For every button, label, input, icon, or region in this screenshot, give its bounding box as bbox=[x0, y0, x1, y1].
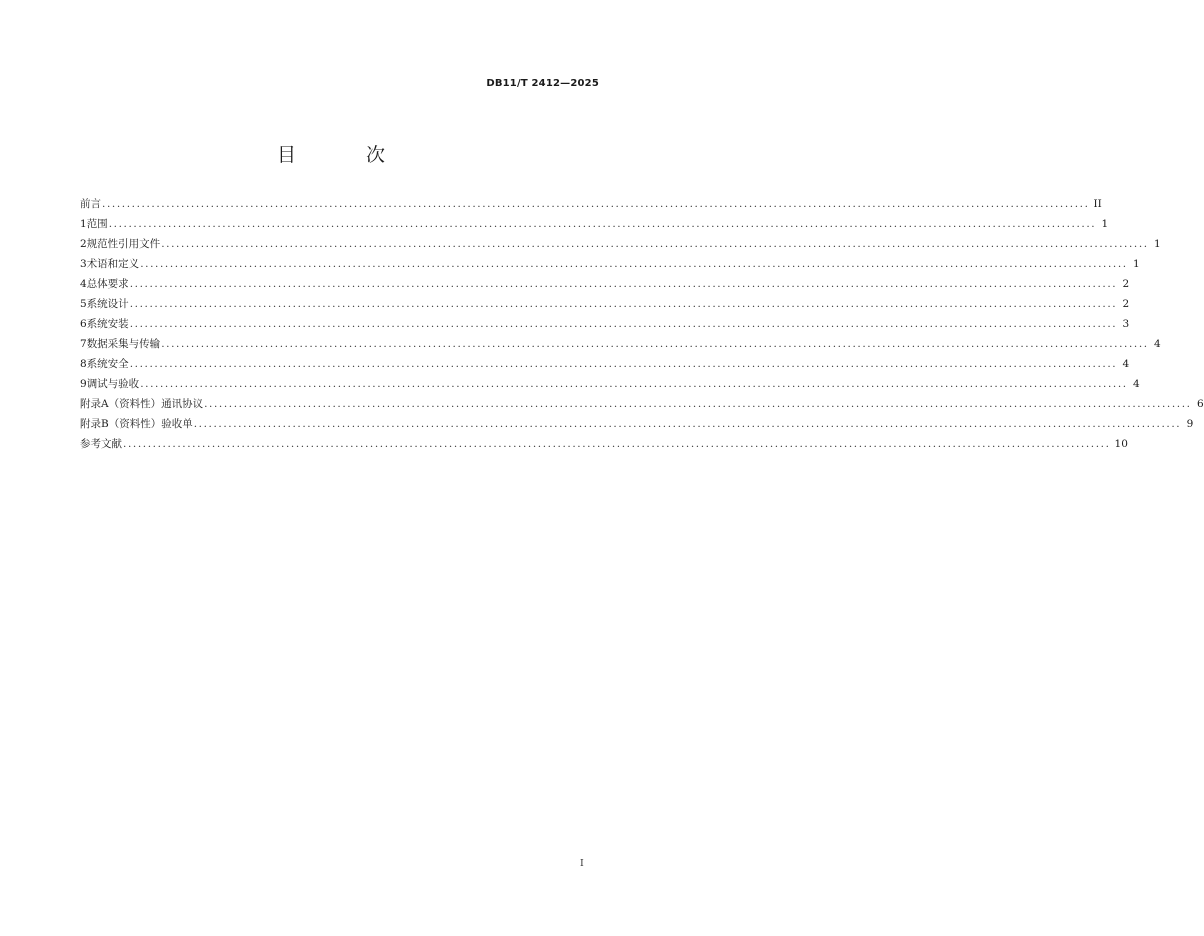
document-code: DB11/T 2412—2025 bbox=[486, 78, 599, 89]
toc-entry-number: 9 bbox=[80, 378, 87, 390]
toc-entry-label: 调试与验收 bbox=[86, 378, 140, 390]
toc-entry-terms-definitions[interactable] bbox=[80, 256, 1140, 276]
toc-entry-scope[interactable] bbox=[80, 216, 1109, 236]
toc-entry-normative-references[interactable] bbox=[80, 236, 1161, 256]
toc-entry-page: 10 bbox=[1114, 438, 1128, 450]
toc-entry-label: 前言 bbox=[80, 198, 101, 210]
toc-entry-page: 4 bbox=[1122, 358, 1130, 370]
table-of-contents bbox=[80, 196, 1204, 456]
toc-entry-system-security[interactable] bbox=[80, 356, 1130, 376]
toc-entry-system-installation[interactable] bbox=[80, 316, 1130, 336]
toc-entry-appendix-a[interactable] bbox=[80, 396, 1204, 416]
toc-entry-page: 1 bbox=[1133, 258, 1140, 270]
toc-entry-page: II bbox=[1093, 198, 1102, 210]
toc-leader-dots: ........................................................................................................................................................................................................ bbox=[108, 218, 1097, 230]
toc-entry-number: 8 bbox=[80, 358, 87, 370]
toc-entry-general-requirements[interactable] bbox=[80, 276, 1130, 296]
toc-entry-page: 1 bbox=[1101, 218, 1109, 230]
toc-leader-dots: ........................................................................................................................................................................................................ bbox=[161, 238, 1149, 250]
toc-entry-page: 1 bbox=[1154, 238, 1161, 250]
toc-title: 目 次 bbox=[276, 144, 418, 166]
toc-entry-label: 系统安全 bbox=[86, 358, 129, 370]
toc-entry-page: 2 bbox=[1122, 298, 1130, 310]
toc-leader-dots: ........................................................................................................................................................................................................ bbox=[161, 338, 1149, 350]
toc-entry-page: 6 bbox=[1196, 398, 1204, 410]
toc-leader-dots: ........................................................................................................................................................................................................ bbox=[129, 298, 1118, 310]
toc-entry-number: 1 bbox=[80, 218, 87, 230]
toc-entry-appendix-b[interactable] bbox=[80, 416, 1194, 436]
toc-leader-dots: ........................................................................................................................................................................................................ bbox=[102, 198, 1090, 210]
toc-entry-label: 总体要求 bbox=[86, 278, 129, 290]
toc-entry-page: 2 bbox=[1122, 278, 1130, 290]
toc-leader-dots: ........................................................................................................................................................................................................ bbox=[123, 438, 1111, 450]
toc-entry-number: 2 bbox=[80, 238, 87, 250]
toc-entry-label: 附录A（资料性）通讯协议 bbox=[80, 398, 204, 410]
toc-entry-page: 9 bbox=[1186, 418, 1194, 430]
toc-entry-number: 4 bbox=[80, 278, 87, 290]
toc-leader-dots: ........................................................................................................................................................................................................ bbox=[140, 378, 1128, 390]
toc-leader-dots: ........................................................................................................................................................................................................ bbox=[129, 318, 1118, 330]
toc-entry-label: 参考文献 bbox=[80, 438, 122, 450]
toc-entry-label: 系统设计 bbox=[86, 298, 129, 310]
toc-entry-number: 5 bbox=[80, 298, 87, 310]
toc-entry-page: 3 bbox=[1122, 318, 1130, 330]
toc-leader-dots: ........................................................................................................................................................................................................ bbox=[204, 398, 1192, 410]
toc-leader-dots: ........................................................................................................................................................................................................ bbox=[140, 258, 1128, 270]
toc-leader-dots: ........................................................................................................................................................................................................ bbox=[129, 358, 1118, 370]
toc-entry-label: 范围 bbox=[86, 218, 108, 230]
toc-entry-label: 术语和定义 bbox=[86, 258, 140, 270]
toc-leader-dots: ........................................................................................................................................................................................................ bbox=[129, 278, 1118, 290]
toc-entry-page: 4 bbox=[1133, 378, 1140, 390]
toc-entry-system-design[interactable] bbox=[80, 296, 1130, 316]
toc-entry-number: 7 bbox=[80, 338, 87, 350]
toc-entry-bibliography[interactable] bbox=[80, 436, 1128, 456]
toc-entry-page: 4 bbox=[1154, 338, 1161, 350]
toc-leader-dots: ........................................................................................................................................................................................................ bbox=[193, 418, 1182, 430]
page-number: I bbox=[580, 858, 584, 869]
toc-entry-label: 规范性引用文件 bbox=[86, 238, 161, 250]
toc-entry-data-acquisition[interactable] bbox=[80, 336, 1161, 356]
toc-entry-label: 数据采集与传输 bbox=[86, 338, 161, 350]
toc-entry-label: 附录B（资料性）验收单 bbox=[80, 418, 193, 430]
toc-entry-label: 系统安装 bbox=[86, 318, 129, 330]
toc-entry-preface[interactable] bbox=[80, 196, 1102, 216]
toc-entry-number: 3 bbox=[80, 258, 87, 270]
toc-entry-number: 6 bbox=[80, 318, 87, 330]
toc-entry-commissioning-acceptance[interactable] bbox=[80, 376, 1140, 396]
